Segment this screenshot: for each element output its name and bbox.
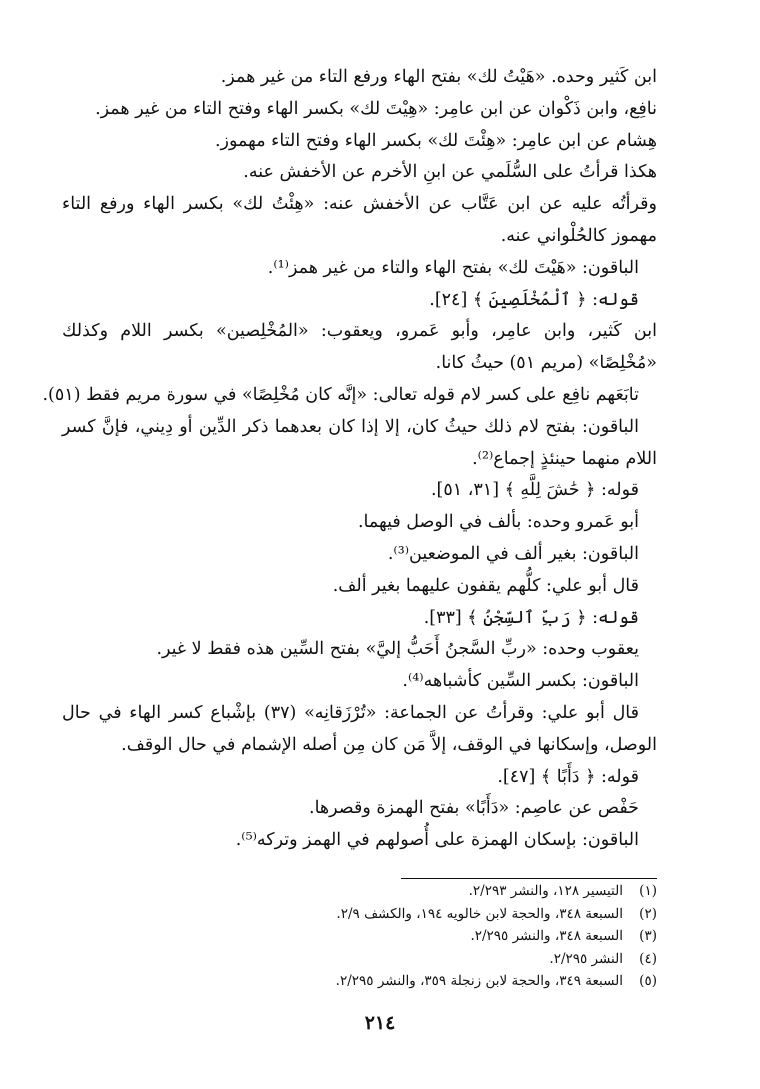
text-line: الباقون: بإسكان الهمزة على أُصولهم في الهمز وتركه⁽⁵⁾. [235,830,639,851]
text-line: يعقوب وحده: «ربِّ السَّجنُ أَحَبُّ إليَّ» بفتح السِّين هذه فقط لا غير. [156,639,639,660]
footnote-number: (١) [639,883,657,899]
text-line: قوله: ﴿ ٱلْمُخْلَصِينَ ﴾ [٢٤]. [429,289,639,310]
text-line: «مُخْلِصًا» (مريم ٥١) حيثُ كانا. [435,353,657,374]
footnote-text: السبعة ٣٤٨، والحجة لابن خالويه ١٩٤، والكشف ٢/٩. [336,905,623,922]
text-line: قوله: ﴿ رَبِّ ٱلسِّجْنُ ﴾ [٣٣]. [423,607,639,628]
footnotes [237,880,657,993]
footnote-number: (٤) [639,950,657,967]
footnote-number: (٢) [639,905,657,922]
text-line: مهموز كالحُلْواني عنه. [500,225,657,246]
footnote-text: التيسير ١٢٨، والنشر ٢/٢٩٣. [468,883,623,899]
footnote [237,948,657,971]
text-line: ابن كَثير، وابن عامِر، وأبو عَمرو، ويعقوب: «المُخْلِصين» بكسر اللام وكذلك [62,321,657,342]
text-line: قوله: ﴿ حَٰشَ لِلَّهِ ﴾ [٣١، ٥١]. [430,480,639,501]
footnote-number: (٥) [639,973,657,990]
footnote-text: السبعة ٣٤٩، والحجة لابن زنجلة ٣٥٩، والنشر ٢/٢٩٥. [335,973,623,990]
text-line: هكذا قرأتُ على السُّلَمي عن ابنِ الأخرم عن الأخفش عنه. [243,162,657,183]
text-line: ابن كَثير وحده. «هَيْتُ لك» بفتح الهاء ورفع التاء من غير همز. [220,67,657,87]
text-line: تابَعَهم نافِع على كسر لام قوله تعالى: «إنَّه كان مُخْلِصًا» في سورة مريم فقط (٥١). [42,384,639,405]
text-line: الباقون: «هَيْتَ لك» بفتح الهاء والتاء من غير همز⁽¹⁾. [267,257,639,278]
footnote [237,925,657,948]
text-line: الوصل، وإسكانها في الوقف، إلاَّ مَن كان مِن أصله الإشمام في حال الوقف. [121,734,657,755]
text-line: الباقون: بغير ألف في الموضعين⁽³⁾. [387,543,639,564]
text-line: قوله: ﴿ دَأَبًا ﴾ [٤٧]. [497,766,639,787]
footnote-divider [401,878,657,879]
footnote [237,970,657,993]
footnote-text: السبعة ٣٤٨، والنشر ٢/٢٩٥. [470,928,623,945]
text-line: وقرأتُه عليه عن ابن عَتَّاب عن الأخفش عنه: «هِئْتُ لك» بكسر الهاء ورفع التاء [62,194,657,215]
text-line: قال أبو علي: وقرأتُ عن الجماعة: «تُرْزَقانِه» (٣٧) بإشْباع كسر الهاء في حال [62,702,639,723]
footnote [237,903,657,926]
text-line: الباقون: بكسر السِّين كأشباهه⁽⁴⁾. [402,671,639,692]
text-line: حَفْص عن عاصِم: «دَأَبًا» بفتح الهمزة وقصرها. [309,798,639,819]
main-text [42,62,657,857]
footnote [237,880,657,903]
text-line: نافِع، وابن ذَكْوان عن ابن عامِر: «هِيْتَ لك» بكسر الهاء وفتح التاء من غير همز. [95,98,657,119]
text-line: الباقون: بفتح لام ذلك حيثُ كان، إلا إذا كان بعدهما ذكر الدِّين أو دِيني، فإنَّ كسر [62,416,639,437]
footnote-number: (٣) [639,928,657,945]
text-line: أبو عَمرو وحده: بألف في الوصل فيهما. [357,512,639,533]
text-line: اللام منهما حينئذٍ إجماع⁽²⁾. [472,448,657,469]
page-number: ٢١٤ [364,1012,396,1034]
footnote-text: النشر ٢/٢٩٥. [549,950,623,967]
text-line: قال أبو علي: كلُّهم يقفون عليهما بغير ألف. [332,575,639,596]
text-line: هِشام عن ابن عامِر: «هِئْتَ لك» بكسر الهاء وفتح التاء مهموز. [214,130,657,151]
